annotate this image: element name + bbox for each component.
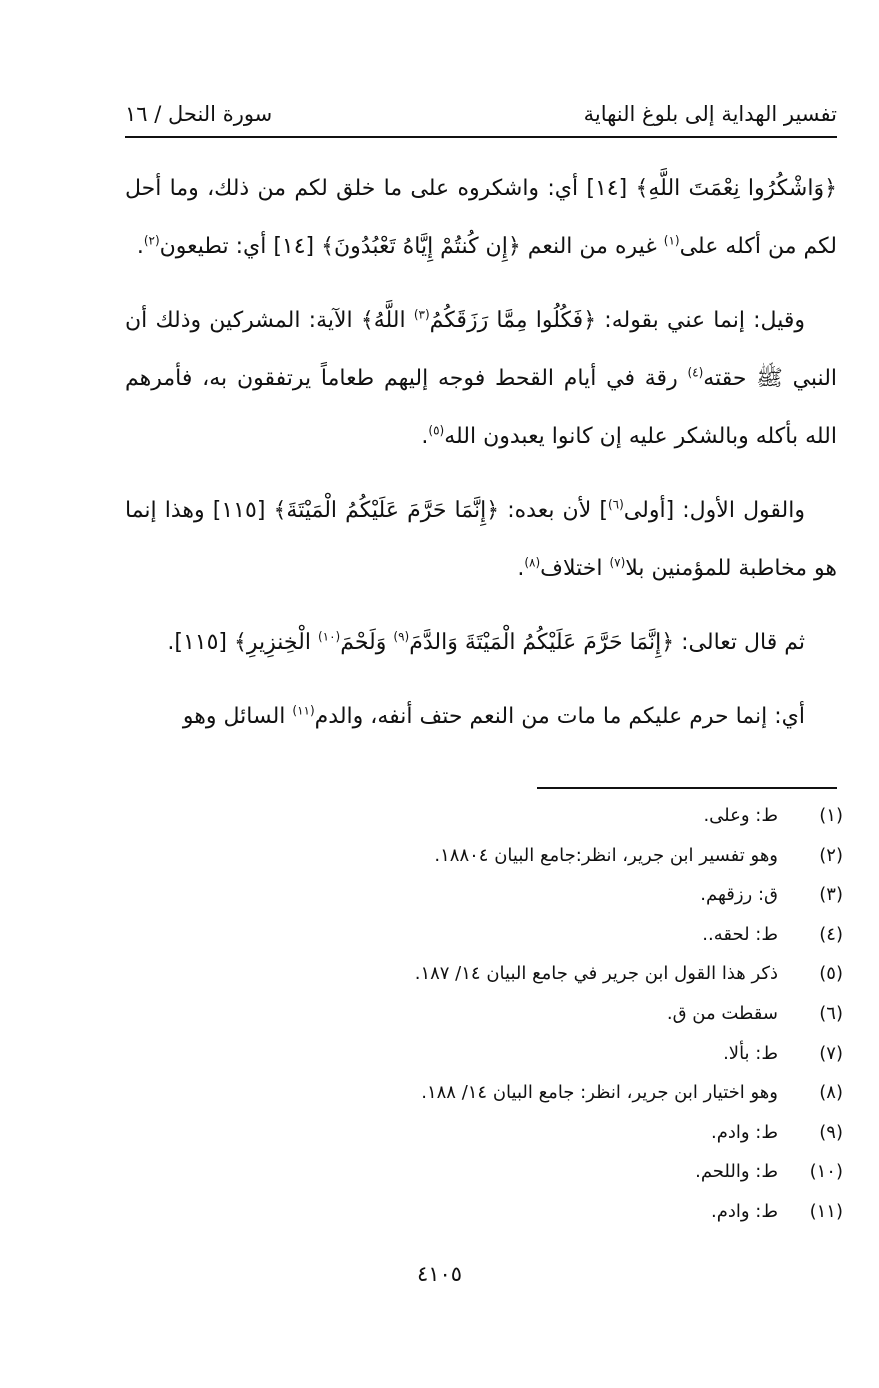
quran-verse: ﴿إِنَّمَا حَرَّمَ عَلَيْكُمُ الْمَيْتَةَ وَالدَّمَ <box>409 630 675 655</box>
quran-verse: ﴿فَكُلُوا مِمَّا رَزَقَكُمُ <box>429 308 597 333</box>
text-run: ثم قال تعالى: <box>674 630 805 655</box>
running-header <box>125 88 837 138</box>
footnote-ref: (٨) <box>524 555 541 570</box>
quran-verse: وَلَحْمَ <box>340 630 394 655</box>
text-run: الآية: المشركين وذلك أن النبي ﷺ حقته <box>125 308 838 391</box>
footnote-number: (٤) <box>819 923 843 945</box>
footnote-text: ط: بألا. <box>723 1042 778 1064</box>
footnote-divider <box>537 787 837 789</box>
text-run: اختلاف <box>540 556 610 581</box>
footnote-item <box>125 1082 843 1122</box>
quran-verse: ﴿وَاشْكُرُوا نِعْمَتَ اللَّهِ﴾ <box>635 176 837 201</box>
footnote-ref: (١١) <box>292 703 315 718</box>
footnote-text: ط: وادم. <box>710 1121 778 1143</box>
surah-label: سورة النحل / ١٦ <box>125 102 273 126</box>
footnote-item <box>125 1003 843 1043</box>
footnote-ref: (٤) <box>687 365 704 380</box>
footnote-item <box>125 805 843 845</box>
text-run: . <box>421 424 429 449</box>
text-run: السائل وهو <box>182 704 293 729</box>
text-run: وقيل: إنما عني بقوله: <box>596 308 805 333</box>
paragraph <box>125 292 837 466</box>
footnote-number: (١) <box>819 805 843 826</box>
footnote-ref: (٣) <box>413 307 430 322</box>
footnotes-list <box>125 805 843 1241</box>
footnote-ref: (١) <box>663 233 680 248</box>
footnote-number: (٨) <box>819 1082 843 1104</box>
footnote-item <box>125 1201 843 1241</box>
footnote-item <box>125 1122 843 1162</box>
quran-verse: الْخِنزِيرِ﴾ <box>234 630 318 655</box>
text-run: [١٤] أي: تطيعون <box>159 234 322 259</box>
text-run: غيره من النعم <box>520 234 664 259</box>
footnote-text: ط: لحقه.. <box>702 923 778 945</box>
footnote-number: (٢) <box>819 844 843 866</box>
text-run: [١١٥] وهذا إنما هو مخاطبة للمؤمنين بلا <box>125 498 837 581</box>
paragraph <box>125 160 837 276</box>
paragraph <box>125 482 837 598</box>
footnote-ref: (٦) <box>607 497 624 512</box>
footnote-item <box>125 963 843 1003</box>
book-title: تفسير الهداية إلى بلوغ النهاية <box>583 102 837 126</box>
footnote-number: (١١) <box>809 1200 843 1222</box>
footnote-number: (٩) <box>819 1121 843 1143</box>
footnote-number: (٣) <box>819 884 843 906</box>
footnote-ref: (٢) <box>143 233 160 248</box>
footnote-text: ط: وادم. <box>710 1200 778 1222</box>
footnote-number: (١٠) <box>809 1161 843 1183</box>
main-text <box>125 160 837 762</box>
footnote-number: (٥) <box>819 963 843 985</box>
footnote-item <box>125 1161 843 1201</box>
footnote-number: (٧) <box>819 1042 843 1064</box>
text-run: [١١٥]. <box>167 630 234 655</box>
page-number: ٤١٠٥ <box>416 1262 463 1286</box>
footnote-item <box>125 845 843 885</box>
text-run: [١٤] أي: واشكروه على ما خلق لكم من ذلك، وما أحل لكم من أكله على <box>125 176 837 259</box>
footnote-text: ط: واللحم. <box>695 1161 778 1183</box>
footnote-text: ط: وعلى. <box>703 805 778 826</box>
text-run: أي: إنما حرم عليكم ما مات من النعم حتف أنفه، والدم <box>314 704 805 729</box>
footnote-text: وهو تفسير ابن جرير، انظر:جامع البيان ١٨٨٠٤. <box>434 844 778 866</box>
quran-verse: ﴿إِنَّمَا حَرَّمَ عَلَيْكُمُ الْمَيْتَةَ﴾ <box>273 498 500 523</box>
footnote-item <box>125 924 843 964</box>
footnote-text: وهو اختيار ابن جرير، انظر: جامع البيان ١٤/ ١٨٨. <box>421 1082 778 1104</box>
footnote-item <box>125 884 843 924</box>
quran-verse: ﴿إِن كُنتُمْ إِيَّاهُ تَعْبُدُونَ﴾ <box>321 234 521 259</box>
paragraph <box>125 614 837 672</box>
footnote-ref: (١٠) <box>317 629 341 644</box>
footnote-text: ق: رزقهم. <box>700 884 778 906</box>
footnote-ref: (٧) <box>609 555 626 570</box>
footnote-ref: (٩) <box>393 629 410 644</box>
paragraph <box>125 688 837 746</box>
text-run: . <box>517 556 525 581</box>
text-run: ] لأن بعده: <box>499 498 608 523</box>
text-run: رقة في أيام القحط فوجه إليهم طعاماً يرتفقون به، فأمرهم الله بأكله وبالشكر عليه إن كانوا يعبدون الله <box>125 366 837 449</box>
footnote-ref: (٥) <box>428 423 445 438</box>
text-run: . <box>136 234 144 259</box>
footnote-text: سقطت من ق. <box>666 1002 778 1024</box>
footnote-text: ذكر هذا القول ابن جرير في جامع البيان ١٤/ ١٨٧. <box>414 963 778 985</box>
footnote-item <box>125 1043 843 1083</box>
text-run: والقول الأول: [أولى <box>623 498 805 523</box>
footnote-number: (٦) <box>819 1002 843 1024</box>
quran-verse: اللَّهُ﴾ <box>360 308 414 333</box>
